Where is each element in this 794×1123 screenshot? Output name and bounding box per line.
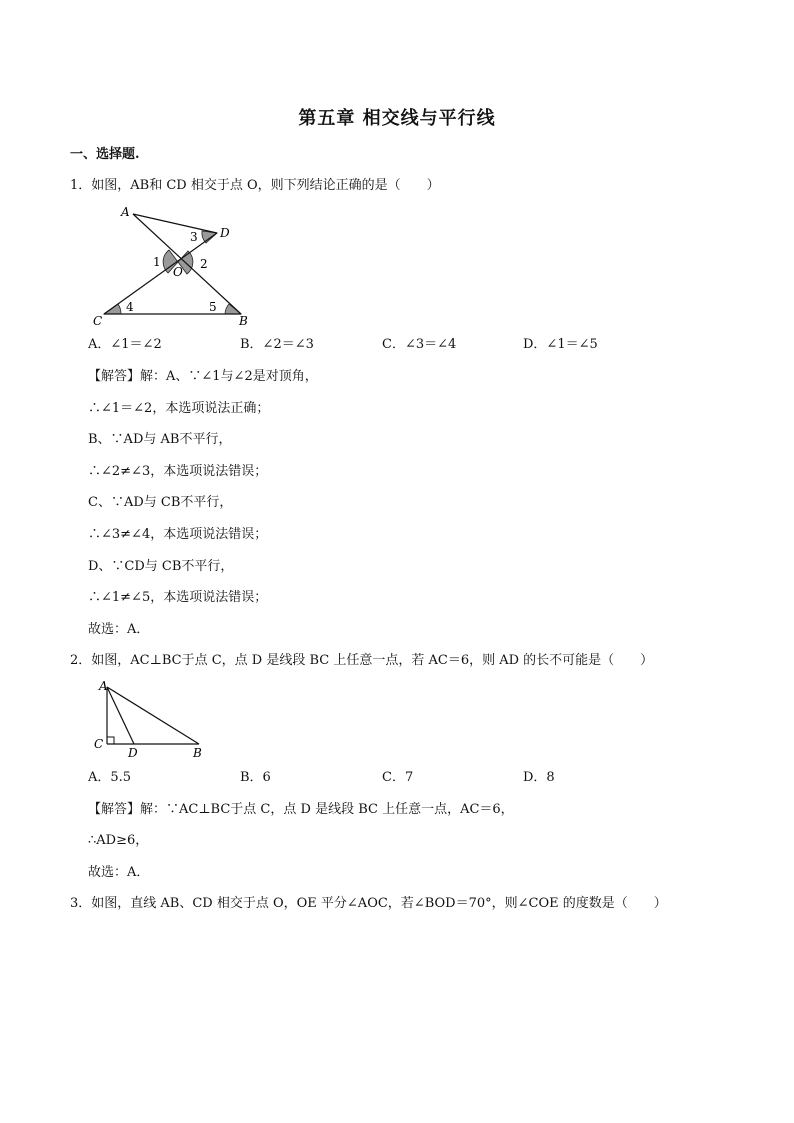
q2-option-b: B．6 [240,770,271,785]
q1-answer-line: 故选：A． [88,622,150,637]
q2-answer-line: ∴AD≥6， [88,833,149,848]
point-label-O: O [173,265,183,279]
q1-stem: 1．如图，AB和 CD 相交于点 O，则下列结论正确的是（ ） [70,178,440,193]
point-label-D: D [220,226,230,240]
q1-answer-line: ∴∠1≠∠5，本选项说法错误； [88,590,268,605]
point-label-B: B [239,314,248,328]
q1-figure [90,200,260,330]
q2-option-d: D．8 [523,770,555,785]
q2-answer-line: 故选：A． [88,865,150,880]
q1-answer-line: ∴∠1＝∠2，本选项说法正确； [88,401,270,416]
segment-CD [104,233,217,314]
q1-answer-line: B、∵AD与 AB不平行， [88,432,232,447]
chapter-title: 第五章 相交线与平行线 [298,108,496,129]
angle-label-3: 3 [190,230,198,244]
q3-stem: 3．如图，直线 AB、CD 相交于点 O，OE 平分∠AOC，若∠BOD＝70°，则∠COE 的度数是（ ） [70,896,667,911]
q1-option-b: B．∠2＝∠3 [240,337,314,352]
angle-label-2: 2 [200,257,208,271]
q2-answer-line: 【解答】解：∵AC⊥BC于点 C，点 D 是线段 BC 上任意一点，AC＝6， [88,802,514,817]
q1-answer-line: ∴∠2≠∠3，本选项说法错误； [88,464,268,479]
point-label-D: D [128,746,138,760]
section-heading: 一、选择题. [70,147,140,162]
angle-label-5: 5 [209,300,217,314]
q2-figure [88,675,218,765]
segment-AD [133,214,217,233]
q1-answer-line: 【解答】解：A、∵∠1与∠2是对顶角， [88,369,318,384]
q2-option-a: A．5.5 [88,770,132,785]
angle-label-4: 4 [126,300,134,314]
q2-stem: 2．如图，AC⊥BC于点 C，点 D 是线段 BC 上任意一点，若 AC＝6，则 AD 的长不可能是（ ） [70,653,654,668]
q1-answer-line: C、∵AD与 CB不平行， [88,495,233,510]
angle-label-1: 1 [153,255,161,269]
q2-option-c: C．7 [382,770,414,785]
point-label-A: A [121,205,130,219]
point-label-C: C [94,737,104,751]
right-angle-mark [107,737,114,744]
q1-option-c: C．∠3＝∠4 [382,337,457,352]
q1-answer-line: ∴∠3≠∠4，本选项说法错误； [88,527,268,542]
q1-option-d: D．∠1＝∠5 [523,337,598,352]
q1-option-a: A．∠1＝∠2 [88,337,162,352]
point-label-C: C [93,314,103,328]
point-label-A: A [99,679,108,693]
q1-answer-line: D、∵CD与 CB不平行， [88,559,234,574]
point-label-B: B [193,746,202,760]
